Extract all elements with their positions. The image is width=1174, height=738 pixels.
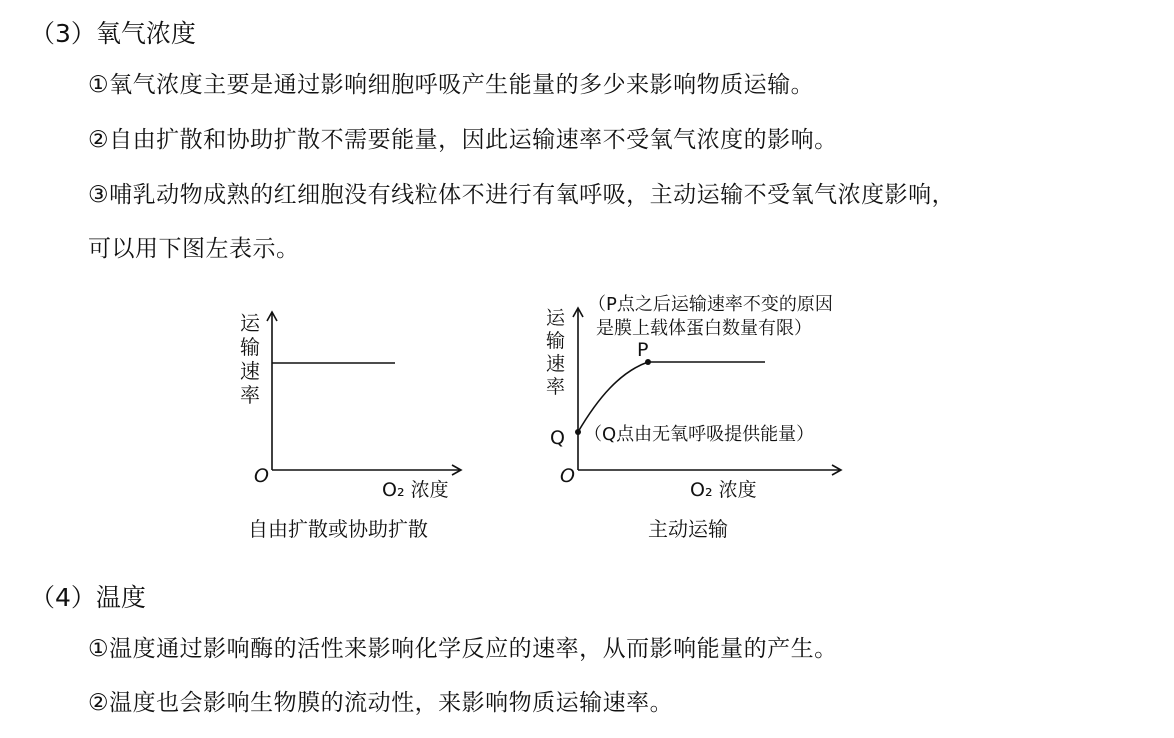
section-4-paragraph-1: ①温度通过影响酶的活性来影响化学反应的速率，从而影响能量的产生。 [88,636,838,662]
note-p-line-1: （P点之后运输速率不变的原因 [588,294,833,315]
active-caption: 主动运输 [648,517,728,541]
diffusion-y-label-1: 运 [240,311,260,335]
point-q-label: Q [550,427,565,449]
active-rate-curve [578,362,765,432]
diffusion-y-label-2: 输 [240,335,260,359]
point-p-label: P [637,339,649,361]
diffusion-y-label-3: 速 [240,359,260,383]
active-origin-label: O [560,465,575,487]
section-3-heading: （3）氧气浓度 [30,19,196,48]
section-4-heading: （4）温度 [30,583,146,612]
active-y-label-2: 输 [546,330,566,352]
section-3-paragraph-3a: ③哺乳动物成熟的红细胞没有线粒体不进行有氧呼吸，主动运输不受氧气浓度影响， [88,182,956,208]
active-x-label: O₂ 浓度 [690,479,757,501]
diagram-active-transport [540,288,920,550]
diffusion-y-label-4: 率 [240,383,260,407]
section-3-paragraph-2: ②自由扩散和协助扩散不需要能量，因此运输速率不受氧气浓度的影响。 [88,127,838,153]
section-3-paragraph-3b: 可以用下图左表示。 [88,236,300,262]
point-q-marker [575,429,581,435]
active-y-label-4: 率 [546,376,566,398]
diffusion-x-label: O₂ 浓度 [382,479,449,501]
section-3-paragraph-1: ①氧气浓度主要是通过影响细胞呼吸产生能量的多少来影响物质运输。 [88,72,815,98]
note-q: （Q点由无氧呼吸提供能量） [584,424,815,445]
active-y-label-3: 速 [546,353,566,375]
section-4-paragraph-2: ②温度也会影响生物膜的流动性，来影响物质运输速率。 [88,690,674,716]
diffusion-caption: 自由扩散或协助扩散 [248,517,428,541]
diffusion-origin-label: O [254,465,269,487]
active-y-label-1: 运 [546,307,566,329]
diagram-diffusion [230,300,490,550]
note-p-line-2: 是膜上载体蛋白数量有限） [596,318,812,339]
